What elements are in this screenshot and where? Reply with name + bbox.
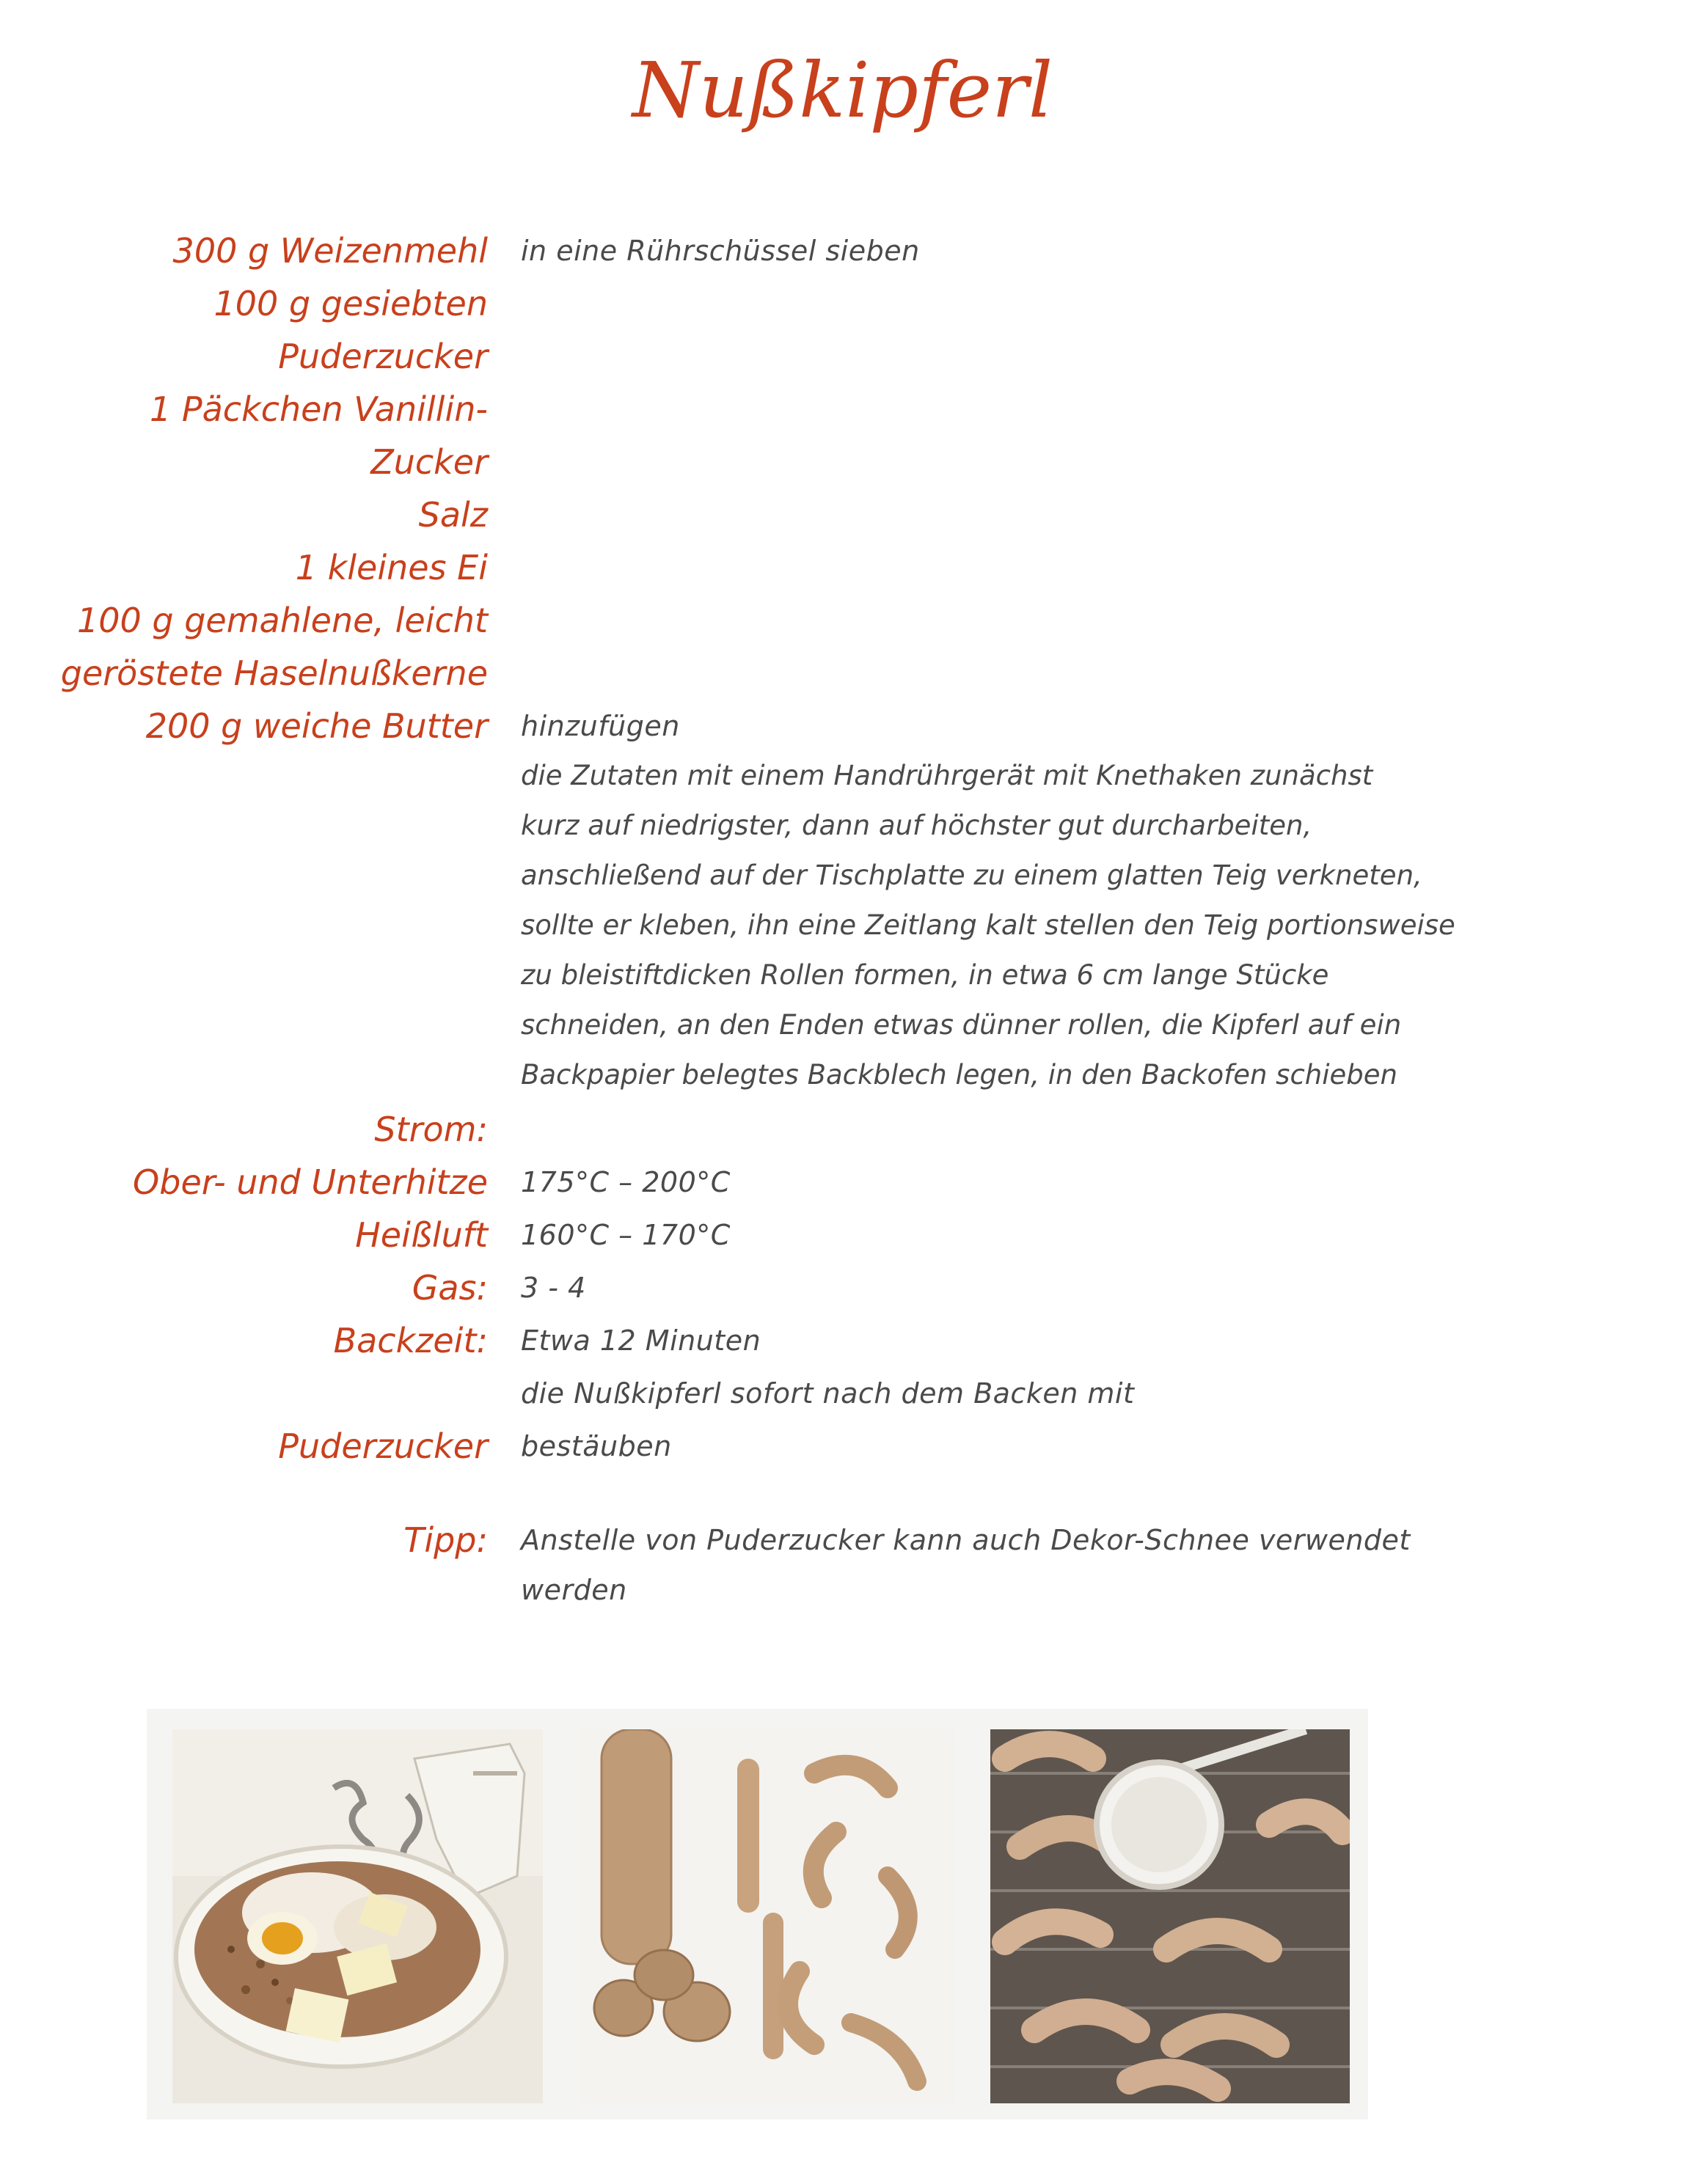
recipe-row [0,594,1685,647]
instruction-text: 3 - 4 [521,1272,586,1304]
instruction-text: 175°C – 200°C [521,1166,731,1198]
ingredient-label: Backzeit: [333,1321,488,1360]
ingredient-label: Strom: [374,1110,488,1149]
instruction-text: sollte er kleben, ihn eine Zeitlang kalt stellen den Teig portionsweise [521,909,1455,941]
ingredient-label: 1 Päckchen Vanillin- [149,389,488,429]
recipe-row [0,949,1685,1002]
recipe-row [0,1564,1685,1616]
recipe-row [0,1209,1685,1261]
ingredient-label: 100 g gesiebten [213,284,488,323]
instruction-text: zu bleistiftdicken Rollen formen, in etwa 6 cm lange Stücke [521,959,1329,991]
recipe-row [0,277,1685,330]
recipe-row [0,224,1685,277]
ingredient-label: geröstete Haselnußkerne [60,653,488,693]
recipe-row [0,1156,1685,1209]
instruction-text: hinzufügen [521,710,680,742]
ingredient-label: 300 g Weizenmehl [172,231,488,271]
recipe-row [0,1103,1685,1156]
recipe-row [0,700,1685,752]
recipe-row [0,1261,1685,1314]
instruction-text: schneiden, an den Enden etwas dünner rollen, die Kipferl auf ein [521,1009,1402,1041]
recipe-row [0,1049,1685,1102]
photo-strip [147,1709,1368,2119]
recipe-row [0,999,1685,1052]
recipe-row [0,1314,1685,1367]
recipe-row [0,488,1685,541]
recipe-row [0,541,1685,594]
recipe-row [0,436,1685,488]
ingredient-label: 200 g weiche Butter [145,706,488,746]
ingredient-label: Puderzucker [278,1426,488,1466]
ingredient-label: 100 g gemahlene, leicht [76,601,488,640]
ingredient-label: Zucker [370,442,488,482]
ingredient-label: 1 kleines Ei [295,548,488,587]
ingredient-label: Puderzucker [278,337,488,376]
instruction-text: die Zutaten mit einem Handrührgerät mit Knethaken zunächst [521,760,1373,791]
recipe-row [0,750,1685,802]
ingredient-label: Salz [418,495,488,535]
tip-text: werden [521,1574,627,1606]
photo-dough-bowl [172,1729,543,2103]
instruction-text: Etwa 12 Minuten [521,1324,761,1357]
recipe-row [0,330,1685,383]
instruction-text: 160°C – 170°C [521,1219,731,1251]
recipe-row [0,647,1685,700]
ingredient-label: Gas: [412,1268,488,1308]
ingredient-label: Heißluft [355,1215,488,1255]
recipe-row [0,1367,1685,1420]
photo-dusted-kipferl [990,1729,1350,2103]
instruction-text: kurz auf niedrigster, dann auf höchster gut durcharbeiten, [521,810,1312,841]
instruction-text: bestäuben [521,1430,672,1462]
instruction-text: Backpapier belegtes Backblech legen, in den Backofen schieben [521,1059,1397,1091]
recipe-row [0,1420,1685,1473]
ingredient-label: Ober- und Unterhitze [133,1162,488,1202]
instruction-text: in eine Rührschüssel sieben [521,235,920,267]
recipe-row [0,1514,1685,1566]
recipe-row [0,899,1685,952]
recipe-row [0,383,1685,436]
instruction-text: die Nußkipferl sofort nach dem Backen mit [521,1377,1135,1410]
tip-label: Tipp: [403,1520,488,1560]
recipe-row [0,799,1685,852]
instruction-text: anschließend auf der Tischplatte zu einem glatten Teig verkneten, [521,860,1422,891]
tip-text: Anstelle von Puderzucker kann auch Dekor-Schnee verwendet [521,1524,1411,1556]
page-title: Nußkipferl [632,45,1053,135]
recipe-row [0,849,1685,902]
photo-dough-rolls [580,1729,954,2103]
